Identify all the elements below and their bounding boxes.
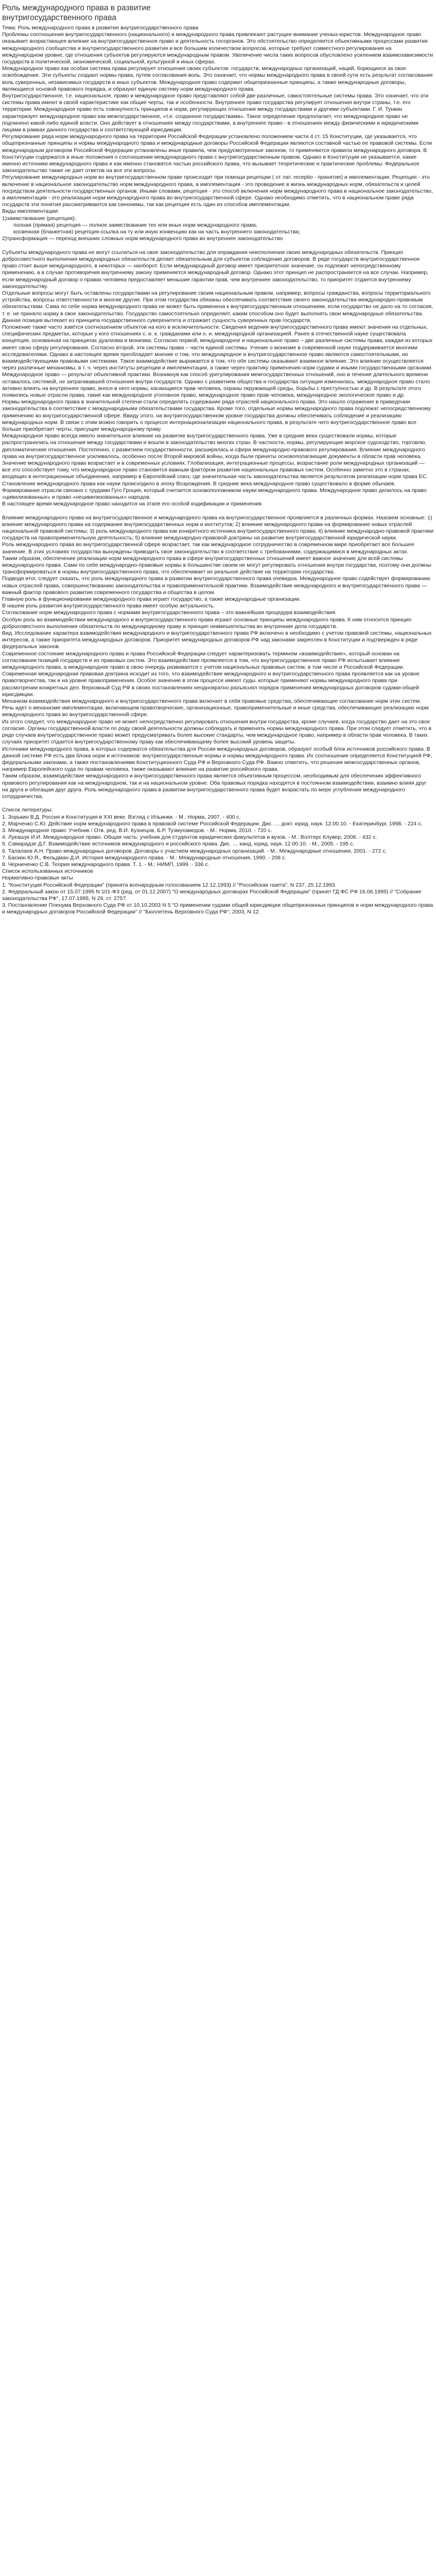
- literature-item: 4. Лукашук И.И. Международное право. Общая часть: учебник для студентов юридических факультетов и вузов. - М.: Волтерс Клувер, 2008. - 432 с.: [2, 834, 377, 841]
- body-paragraph: Положение также часто зовётся соотношением объектов на кого в исключительности. Сведения ведения внутригосударственного права имеют значения на отдельных, специфических предметах, которые у кого отношениях с. и. к. гражданами или о. и. международной организацией. Ранее в отечественной науке существовала концепция, основанная на принципах дуализма и монизма. Согласно первой, международное и национальное право – две различные системы права, каждая из которых имеет свою сферу регулирования. Согласно второй, эти системы права – части единой системы. Учение о монизме в современной науке поддерживается многими исследователями. Однако в настоящее время преобладает мнение о том, что международное и внутригосударственное право являются самостоятельными, но взаимодействующими правовыми системами. Такое взаимодействие выражается в том, что обе системы оказывают взаимное влияние. Это влияние осуществляется через различные механизмы, в т. ч. через институты рецепции и имплементации, а также через практику применения норм судами и иными государственными органами.: [2, 324, 433, 371]
- body-paragraph: Регулирование международных норм во внутригосударственном праве происходит при помощи рецепции ( от лат. receptio - принятие) и имплементации. Рецепция - это включение в национальное законодательство норм международного права, а имплементация - это проведение в жизнь международных норм, обязательств и целей посредством деятельности государственных органов. Иными словами, рецепция - это способ включения норм международного права в национальное законодательство, а имплементация - это реализация норм международного права во внутригосударственной сфере. Однако необходимо отметить, что в национальном праве ряда государств эти понятия рассматриваются как синонимы, так как рецепция есть один из способов имплементации.: [2, 174, 433, 208]
- source-item: 2. Федеральный закон от 15.07.1995 N 101-ФЗ (ред. от 01.12.2007) "О международных договорах Российской Федерации" (принят ГД ФС РФ 16.06.1995) // "Собрание законодательства РФ", 17.07.1995, N 29, ст. 2757.: [2, 888, 422, 902]
- body-paragraph: Источники международного права, в которых содержатся обязательства для России международных договоров, образуют особый блок источников российского права. В данной системе РФ есть два блока норм и источников: внутригосударственные нормы и нормы международного права. Их соотношение определяется Конституцией РФ, федеральными законами, а также постановлениями Конституционного Суда РФ и Верховного Суда РФ. Важно отметить, что решения межгосударственных органов, например Европейского суда по правам человека, также оказывают влияние на развитие российского права.: [2, 745, 432, 773]
- literature-item: 8. Черниченко С.В. Теория международного права. Т. 1. - М.: НИМП, 1999. - 336 с.: [2, 861, 210, 868]
- body-paragraph: косвенная (бланкетная) рецепция-ссылка на ту или иную конвенцию как на часть внутреннего законодательства;: [13, 229, 301, 235]
- body-paragraph: Главную роль в функционировании международного права играет государство, а также международные организации.: [2, 596, 301, 603]
- body-paragraph: Из этого следует, что международное право не может непосредственно регулировать отношения внутри государства, кроме случаев, когда государство дает на это свое согласие. Органы государственной власти по роду своей деятельности должны соблюдать и применять нормы международного права. При этом следует отметить, что в ряде случаев внутригосударственное право может предусматривать более высокие стандарты, чем международное право, например в области прав человека. В таких случаях приоритет отдается внутригосударственному праву как обеспечивающему более высокий уровень защиты.: [2, 718, 431, 745]
- body-paragraph: Особую роль во взаимодействии международного и внутригосударственного права играют основные принципы международного права. К ним относится принцип добросовестного выполнения обязательств по международному праву и принцип невмешательства во внутренние дела государств.: [2, 616, 412, 630]
- sources-heading: Список использованных источников: [2, 868, 93, 875]
- body-paragraph: В настоящее время международное право находится на этапе его особой кодификации и применения.: [2, 501, 263, 507]
- body-paragraph: Регулирование ряда норм международного права на территории Российской Федерации установлено положением части 4 ст. 15 Конституции, где указывается, что общепризнанные принципы и нормы международного права и международные договоры Российской Федерации являются составной частью ее правовой системы. Если международным договором Российской Федерации установлены иные правила, чем предусмотренные законом, то применяются правила международного договора. В Конституции содержатся и иные положения о соотношении международного права с внутригосударственным правом. Однако в Конституции не указывается, какие именно источники международного права и как именно становятся частью российского права, что вызывает теоретические и практические проблемы. Федеральное законодательство также не дает ответов на все эти вопросы.: [2, 133, 432, 174]
- body-paragraph: Современное состояние международного права и права Российской Федерации следует характеризовать термином «взаимодействие», который основан на согласовании позиций государств и их правовых систем. Это взаимодействие проявляется в том, что внутригосударственное право РФ испытывает влияние международного права, а международное право в свою очередь развивается с учетом национальных правовых систем, в том числе и Российской Федерации.: [2, 650, 405, 671]
- body-paragraph: Вид. Исследование характера взаимодействия международного и внутригосударственного права РФ включено в необходимо с учетом правовой системы, национальных интересов, а также приоритета международных договоров. Приоритет международных договоров РФ над законами закреплен в Конституции и подтвержден в ряде федеральных законов.: [2, 630, 432, 650]
- sources-list: [2, 882, 434, 916]
- body-paragraph: Влияние международного права на внутригосударственное и международного права на внутригосударственное проявляется в различных формах. Назовем основные: 1) влияние международного права на содержание внутригосударственных норм и институтов; 2) влияние международного права на формирование новых отраслей национальной правовой системы; 3) роль международного права как конкретного источника внутригосударственного права; 4) влияние международно-правовой практики государств на правоприменительную деятельность; 5) влияние международно-правовой доктрины на развитие внутригосударственной юридической науки.: [2, 514, 434, 541]
- literature-item: 5. Самарадзе Д.Г. Взаимодействие источников международного и российского права. Дис. … канд. юрид. наук. 12.00.10. - М., 2005. - 195 с.: [2, 841, 355, 848]
- body-paragraph: Значение международного права возрастает и в современных условиях. Глобализация, интеграционные процессы, возрастание роли международных организаций — все это способствует тому, что международное право становится важным фактором развития национальных правовых систем. Особенно заметно это в странах, входящих в интеграционные объединения, например в Европейский союз, где значительная часть законодательства является результатом реализации норм права ЕС.: [2, 460, 428, 480]
- body-paragraph: Современная международная правовая доктрина исходит из того, что взаимодействие международного и внутригосударственного права проявляется как на уровне правотворчества, так и на уровне правоприменения. Особое значение в этом процессе имеют суды, которые применяют нормы международного права при рассмотрении конкретных дел. Верховный Суд РФ в своих постановлениях неоднократно разъяснял порядок применения международных договоров судами общей юрисдикции.: [2, 671, 420, 698]
- literature-item: 7. Баскин Ю.Я., Фельдман Д.И. История международного права. - М.: Международные отношения, 1990. - 208 с.: [2, 854, 287, 861]
- body-paragraph: Виды имплементации:: [2, 208, 59, 215]
- body-paragraph: Становление международного права как науки происходило в эпоху Возрождения. В средние века международное право существовало в форме обычаев. Формирование отрасли связано с трудами Гуго Гроция, который считается основоположником науки международного права. Международное право делилось на право «цивилизованных» и право «нецивилизованных» народов.: [2, 480, 427, 500]
- topic-line: Тема: Роль международного права в развитие внутригосударственного права: [2, 25, 199, 31]
- body-paragraph: 2)трансформация — переход внешних сложных норм международного права во внутреннее законодательство: [2, 235, 283, 242]
- body-paragraph: Таким образом, обеспечение реализации норм международного права в сфере внутригосударственных отношений имеет важное значение для всей системы международного права. Сами по себе международно-правовые нормы в большинстве своем не могут регулировать отношения внутри государства, поэтому они должны трансформироваться в нормы внутригосударственного права, что обеспечивает их реальное действие на территории государства.: [2, 555, 431, 575]
- body-paragraph: полная (прямая) рецепция — полное заимствование тех или иных норм международного права;: [13, 222, 257, 228]
- sources-subheading: Нормативно-правовые акты: [2, 875, 73, 882]
- source-item: 1. "Конституция Российской Федерации" (принята всенародным голосованием 12.12.1993) // "Российская газета", N 237, 25.12.1993.: [2, 882, 337, 888]
- body-paragraph: Отдельные вопросы могут быть оставлены государствами на регулирование своим национальным правом, например, вопросы гражданства, вопросы территориального устройства, вопросы ответственности и многие другие. При этом государства обязаны обеспечивать соответствие своего законодательства международно-правовым обязательствам. Сама по себе норма международного права не может быть применена к внутригосударственным отношениям, если государство не дало на то согласия, т. е. не приняло норму в свое законодательство. Государство самостоятельно определяет, каким способом оно будет выполнять свои международные обязательства. Данная позиция вытекает из принципа государственного суверенитета и отражает сущность суверенных прав государств.: [2, 290, 433, 324]
- literature-item: 6. Талалаев А.Н. Право международных договоров. Договоры с участием международных организаций. - М.: Международные отношения, 2001. - 272 с.: [2, 848, 387, 854]
- literature-item: 1. Зорькин В.Д. Россия и Конституция в XXI веке. Взгляд с Ильинки. - М.: Норма, 2007. - 400 с.: [2, 814, 241, 820]
- body-paragraph: 1)заимствование (рецепция);: [2, 215, 76, 222]
- body-paragraph: Проблемы соотношения внутригосударственного (национального) и международного права привлекают растущее внимание ученых-юристов. Международное право оказывает возрастающее влияние на внутригосударственное право и деятельность госорганов. Это обстоятельство определяется объективными процессами развития международного сообщества и внутригосударственного развития и все большим количеством вопросов, которые требуют совместного регулирования на международном уровне, где отношения субъектов регулируются международным правом. Увеличение числа таких вопросов обусловлено усилением взаимозависимости государств в политической, экономической, социальной, культурной и иных сферах.: [2, 31, 433, 65]
- literature-item: 3. Международное право: Учебник / Отв. ред. В.И. Кузнецов, Б.Р. Тузмухамедов. - М.: Норма, 2010. - 720 с.: [2, 827, 272, 834]
- body-paragraphs: [2, 31, 434, 800]
- body-paragraph: Внутригосударственное, т.е. национальное, право и международное право представляют собой две различные, самостоятельные системы права. Это означает, что эти системы права имеют в своей характеристике как общие черты, так и особенности. Внутреннее право государства регулирует отношения внутри страны, т.е. его территории. Международное право есть совокупность принципов и норм, регулирующих отношения между государствами и другими субъектами. Г. И. Тункин характеризует международное право как межгосударственное, «т.е. созданное государствами». Такое определение предполагает, что международное право не подчинено какой-либо единой власти. Оно действует в отношениях между государствами, а внутреннее право - в отношениях между физическими и юридическими лицами в рамках данного государства и соответствующей юрисдикции.: [2, 93, 429, 133]
- literature-heading: Список литературы:: [2, 807, 53, 814]
- body-paragraph: Согласование норм международного права с нормами внутригосударственного права – это важнейшая процедура взаимодействия.: [2, 609, 337, 616]
- document-title: Роль международного права в развитие внутригосударственного права: [2, 4, 151, 22]
- body-paragraph: Нормы международного права в значительной степени стали определять содержание ряда отраслей национального права. Это нашло отражение в приведении законодательства в соответствие с международными обязательствами государства. Кроме того, отдельные нормы международного права подлежат непосредственному применению во внутригосударственной сфере. Ввиду этого, на внутригосударственном уровне государства должны обеспечивать соблюдение и реализацию международных норм. В связи с этим можно говорить о процессе интернационализации национального права, в результате чего внутригосударственное право все больше приобретает черты, присущие международному праву.: [2, 399, 431, 432]
- literature-item: 2. Марченко С.Ю. Действие норм международного права в правовой системе Российской Федерации. Дис. … докт. юрид. наук. 12.00.10. - Екатеринбург, 1998. - 224 с.: [2, 820, 423, 827]
- body-paragraph: Международное право — результат объективной практики. Возникнув как способ урегулирования межгосударственных отношений, оно в течение длительного времени оставалось системой, не затрагивавшей отношения внутри государств. Однако с развитием общества и государства ситуация изменилась: международное право стало активно влиять на внутреннее право, внося в него нормы, касающиеся прав человека, охраны окружающей среды, борьбы с преступностью и др. В результате этого появились новые отрасли права, такие как международное уголовное право, международное право прав человека, международное экологическое право и др.: [2, 371, 430, 398]
- body-paragraph: Роль международного права во внутригосударственной сфере возрастает, так как международное сотрудничество в современном мире приобретает все большее значение. В этих условиях государства вынуждены приводить свое законодательство в соответствие с требованиями, содержащимися в международных актах.: [2, 541, 414, 555]
- body-paragraph: Таким образом, взаимодействие международного и внутригосударственного права является объективным процессом, необходимым для обеспечения эффективного правового регулирования как на международном, так и на национальном уровне. Оба правовых порядка находятся в постоянном взаимодействии, взаимно влияя друг на друга и обогащая друг друга. Роль международного права в развитии внутригосударственного права будет возрастать по мере углубления международного сотрудничества.: [2, 773, 427, 800]
- body-paragraph: В нашем роль развития внутригосударственного права имеет особую актуальность.: [2, 603, 215, 609]
- literature-list: [2, 814, 434, 869]
- body-paragraph: Субъекты международного права не могут ссылаться на свое законодательство для оправдания неисполнения своих международных обязательств. Принцип добросовестного выполнения международных обязательств делает обязательным для субъектов соблюдение договоров. В ряде государств внутригосударственное право стоит выше международного, в некоторых — наоборот. Если международный договор имеет приоритетное значение, он подлежит непосредственному применению, а в случае противоречия внутреннему закону применяется международный договор. Однако этот принцип не распространяется на все случаи. Например, если международный договор о правах человека предоставляет меньшие гарантии прав, чем внутреннее законодательство, то приоритет отдается внутреннему законодательству.: [2, 249, 429, 290]
- body-paragraph: Международное право всегда имело значительное влияние на развитие внутригосударственного права. Уже в средние века существовали нормы, которые распространялись на отношения между государствами и вошли в законодательство многих стран. В частности, нормы, регулирующие морское судоходство, торговлю, дипломатические отношения. Постепенно, с развитием государственности, расширялась и сфера международно-правового регулирования. Влияние международного права на внутригосударственное усиливалось, особенно после Второй мировой войны, когда были приняты основополагающие документы в области прав человека.: [2, 433, 427, 460]
- document-body: [2, 25, 434, 916]
- body-paragraph: Международное право как особая система права регулирует отношения своих субъектов: государств, международных организаций, наций, борющихся за свое освобождение. Эти субъекты создают нормы права, путем согласования воль. Это означает, что нормы международного права в своей сути есть результат согласования воль суверенных, независимых государств и иных субъектов. Международное право содержит общепризнанные принципы, а также международные договоры, являющиеся основой правового порядка, и образуют единую систему норм международного права.: [2, 65, 433, 92]
- body-paragraph: Подводя итог, следует сказать, что роль международного права в развитии внутригосударственного права очевидна. Международное право содействует формированию новых отраслей права, совершенствованию законодательства и правоприменительной практики. Взаимодействие международного и внутригосударственного права — важный фактор правового развития современного государства и общества в целом.: [2, 575, 431, 596]
- body-paragraph: Механизм взаимодействия международного и внутригосударственного права включает в себя правовые средства, обеспечивающие согласование норм этих систем. Речь идет о механизме имплементации, включающем правотворческие, организационные, правоприменительные и иные средства, обеспечивающие реализацию норм международного права во внутригосударственной сфере.: [2, 698, 429, 718]
- source-item: 3. Постановление Пленума Верховного Суда РФ от 10.10.2003 N 5 "О применении судами общей юрисдикции общепризнанных принципов и норм международного права и международных договоров Российской Федерации" // "Бюллетень Верховного Суда РФ", 2003, N 12.: [2, 902, 433, 916]
